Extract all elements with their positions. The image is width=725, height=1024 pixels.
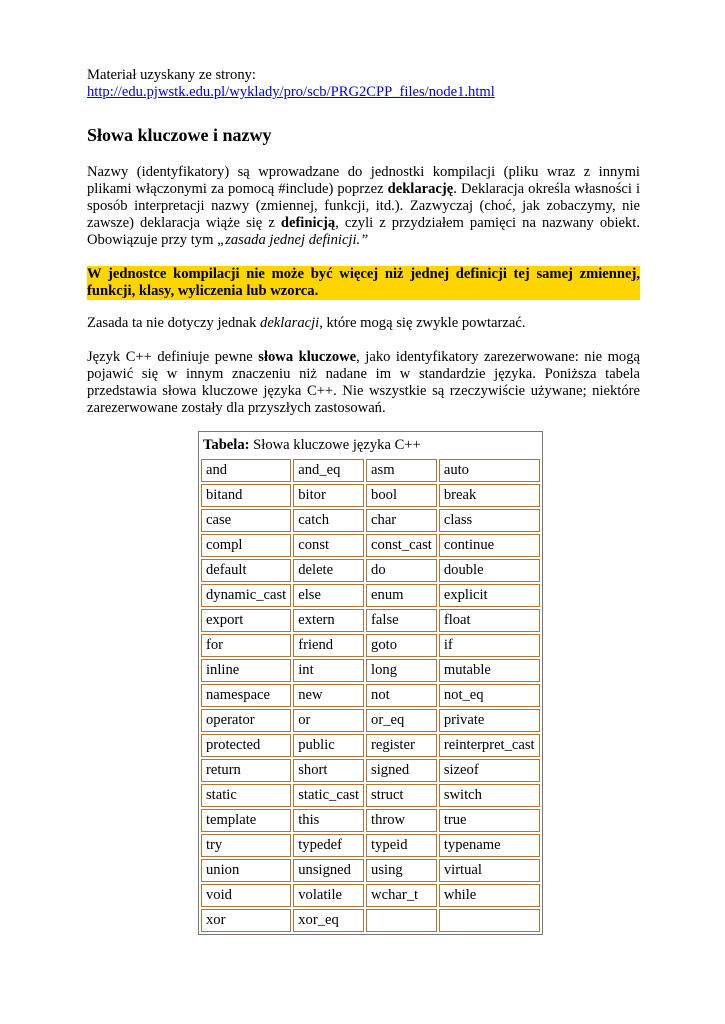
keyword-cell: delete: [293, 559, 364, 582]
keyword-cell: bool: [366, 484, 437, 507]
keyword-cell: [366, 909, 437, 932]
keyword-cell: [439, 909, 540, 932]
keyword-cell: float: [439, 609, 540, 632]
keyword-cell: signed: [366, 759, 437, 782]
keyword-cell: catch: [293, 509, 364, 532]
keyword-cell: const: [293, 534, 364, 557]
keyword-cell: virtual: [439, 859, 540, 882]
keyword-cell: friend: [293, 634, 364, 657]
table-row: [201, 709, 540, 732]
table-row: [201, 659, 540, 682]
bold-term-definition: definicją: [280, 215, 336, 231]
keyword-table-wrapper: [198, 431, 640, 935]
text-run: . Deklaracja określa własności i sposób interpretacji nazwy (zmiennej, funkcji, itd.). Zazwyczaj (choć, jak zobaczymy, nie zawsze) deklaracja wiąże się z: [87, 181, 640, 231]
keyword-cell: wchar_t: [366, 884, 437, 907]
table-caption: [201, 434, 540, 457]
keyword-cell: private: [439, 709, 540, 732]
source-label: Materiał uzyskany ze strony:: [87, 67, 256, 83]
keyword-cell: and_eq: [293, 459, 364, 482]
text-run: , jako identyfikatory zarezerwowane: nie mogą pojawić się w innym znaczeniu niż nadane im w standardzie języka. Poniższa tabela przedstawia słowa kluczowe języka C++. Nie wszystkie są rzeczywiście używane; niektóre zarezerwowane zostały dla przyszłych zastosowań.: [87, 349, 641, 416]
table-row: [201, 784, 540, 807]
italic-term: deklaracji: [260, 315, 320, 331]
table-row: [201, 484, 540, 507]
keyword-cell: const_cast: [366, 534, 437, 557]
keyword-cell: do: [366, 559, 437, 582]
keyword-cell: int: [293, 659, 364, 682]
keyword-cell: and: [201, 459, 291, 482]
keyword-cell: protected: [201, 734, 291, 757]
text-run: Zasada ta nie dotyczy jednak: [87, 315, 261, 331]
bold-term-declaration: deklarację: [387, 181, 454, 197]
keyword-cell: explicit: [439, 584, 540, 607]
table-row: [201, 459, 540, 482]
source-link[interactable]: http://edu.pjwstk.edu.pl/wyklady/pro/scb/PRG2CPP_files/node1.html: [87, 84, 495, 100]
keyword-cell: long: [366, 659, 437, 682]
keyword-cell: new: [293, 684, 364, 707]
italic-rule-name: „zasada jednej definicji.”: [217, 232, 369, 248]
section-heading: Słowa kluczowe i nazwy: [87, 125, 272, 145]
keyword-cell: class: [439, 509, 540, 532]
text-run: Język C++ definiuje pewne: [87, 349, 259, 365]
keyword-cell: using: [366, 859, 437, 882]
table-row: [201, 684, 540, 707]
keyword-cell: switch: [439, 784, 540, 807]
table-row: [201, 634, 540, 657]
keyword-cell: compl: [201, 534, 291, 557]
paragraph-keywords: [87, 349, 640, 417]
highlighted-rule: W jednostce kompilacji nie może być więcej niż jednej definicji tej samej zmiennej, funkcji, klasy, wyliczenia lub wzorca.: [87, 266, 640, 299]
keyword-cell: or_eq: [366, 709, 437, 732]
document-page: [87, 67, 640, 935]
table-row: [201, 834, 540, 857]
keyword-cell: try: [201, 834, 291, 857]
text-run: Nazwy (identyfikatory) są wprowadzane do jednostki kompilacji (pliku wraz z innymi plikami włączonymi za pomocą #include) poprzez: [87, 164, 640, 197]
keyword-cell: template: [201, 809, 291, 832]
keyword-cell: sizeof: [439, 759, 540, 782]
keyword-cell: return: [201, 759, 291, 782]
keyword-cell: double: [439, 559, 540, 582]
keyword-table-body: [201, 459, 540, 932]
keyword-cell: else: [293, 584, 364, 607]
keyword-cell: not_eq: [439, 684, 540, 707]
keyword-cell: if: [439, 634, 540, 657]
keyword-cell: unsigned: [293, 859, 364, 882]
bold-term-keywords: słowa kluczowe: [258, 349, 357, 365]
keyword-cell: void: [201, 884, 291, 907]
paragraph-declarations: [87, 164, 640, 249]
keyword-cell: operator: [201, 709, 291, 732]
table-row: [201, 734, 540, 757]
keyword-cell: struct: [366, 784, 437, 807]
keyword-cell: not: [366, 684, 437, 707]
table-row: [201, 559, 540, 582]
text-run: , które mogą się zwykle powtarzać.: [319, 315, 526, 331]
table-row: [201, 759, 540, 782]
paragraph-declarations-repeat: [87, 315, 640, 332]
keyword-cell: dynamic_cast: [201, 584, 291, 607]
table-row: [201, 809, 540, 832]
keyword-cell: continue: [439, 534, 540, 557]
keyword-cell: true: [439, 809, 540, 832]
keyword-cell: default: [201, 559, 291, 582]
keyword-cell: false: [366, 609, 437, 632]
keyword-cell: typedef: [293, 834, 364, 857]
keyword-table: [198, 431, 543, 935]
keyword-cell: reinterpret_cast: [439, 734, 540, 757]
keyword-cell: or: [293, 709, 364, 732]
keyword-cell: export: [201, 609, 291, 632]
keyword-cell: asm: [366, 459, 437, 482]
keyword-cell: xor_eq: [293, 909, 364, 932]
keyword-cell: auto: [439, 459, 540, 482]
keyword-cell: static_cast: [293, 784, 364, 807]
keyword-cell: inline: [201, 659, 291, 682]
keyword-cell: char: [366, 509, 437, 532]
keyword-cell: volatile: [293, 884, 364, 907]
caption-text: Słowa kluczowe języka C++: [249, 437, 421, 453]
keyword-cell: static: [201, 784, 291, 807]
keyword-cell: bitor: [293, 484, 364, 507]
keyword-cell: this: [293, 809, 364, 832]
keyword-cell: namespace: [201, 684, 291, 707]
keyword-cell: enum: [366, 584, 437, 607]
keyword-cell: public: [293, 734, 364, 757]
keyword-cell: throw: [366, 809, 437, 832]
table-row: [201, 909, 540, 932]
keyword-cell: break: [439, 484, 540, 507]
keyword-cell: while: [439, 884, 540, 907]
keyword-cell: case: [201, 509, 291, 532]
table-row: [201, 534, 540, 557]
keyword-cell: typename: [439, 834, 540, 857]
keyword-cell: goto: [366, 634, 437, 657]
keyword-cell: union: [201, 859, 291, 882]
table-row: [201, 509, 540, 532]
table-row: [201, 884, 540, 907]
table-row: [201, 584, 540, 607]
keyword-cell: typeid: [366, 834, 437, 857]
keyword-cell: xor: [201, 909, 291, 932]
table-row: [201, 859, 540, 882]
keyword-cell: register: [366, 734, 437, 757]
keyword-cell: short: [293, 759, 364, 782]
keyword-cell: mutable: [439, 659, 540, 682]
table-row: [201, 609, 540, 632]
caption-label: Tabela:: [203, 437, 250, 453]
keyword-cell: extern: [293, 609, 364, 632]
keyword-cell: bitand: [201, 484, 291, 507]
keyword-cell: for: [201, 634, 291, 657]
text-run: , czyli z przydziałem pamięci na nazwany obiekt. Obowiązuje przy tym: [87, 215, 640, 248]
